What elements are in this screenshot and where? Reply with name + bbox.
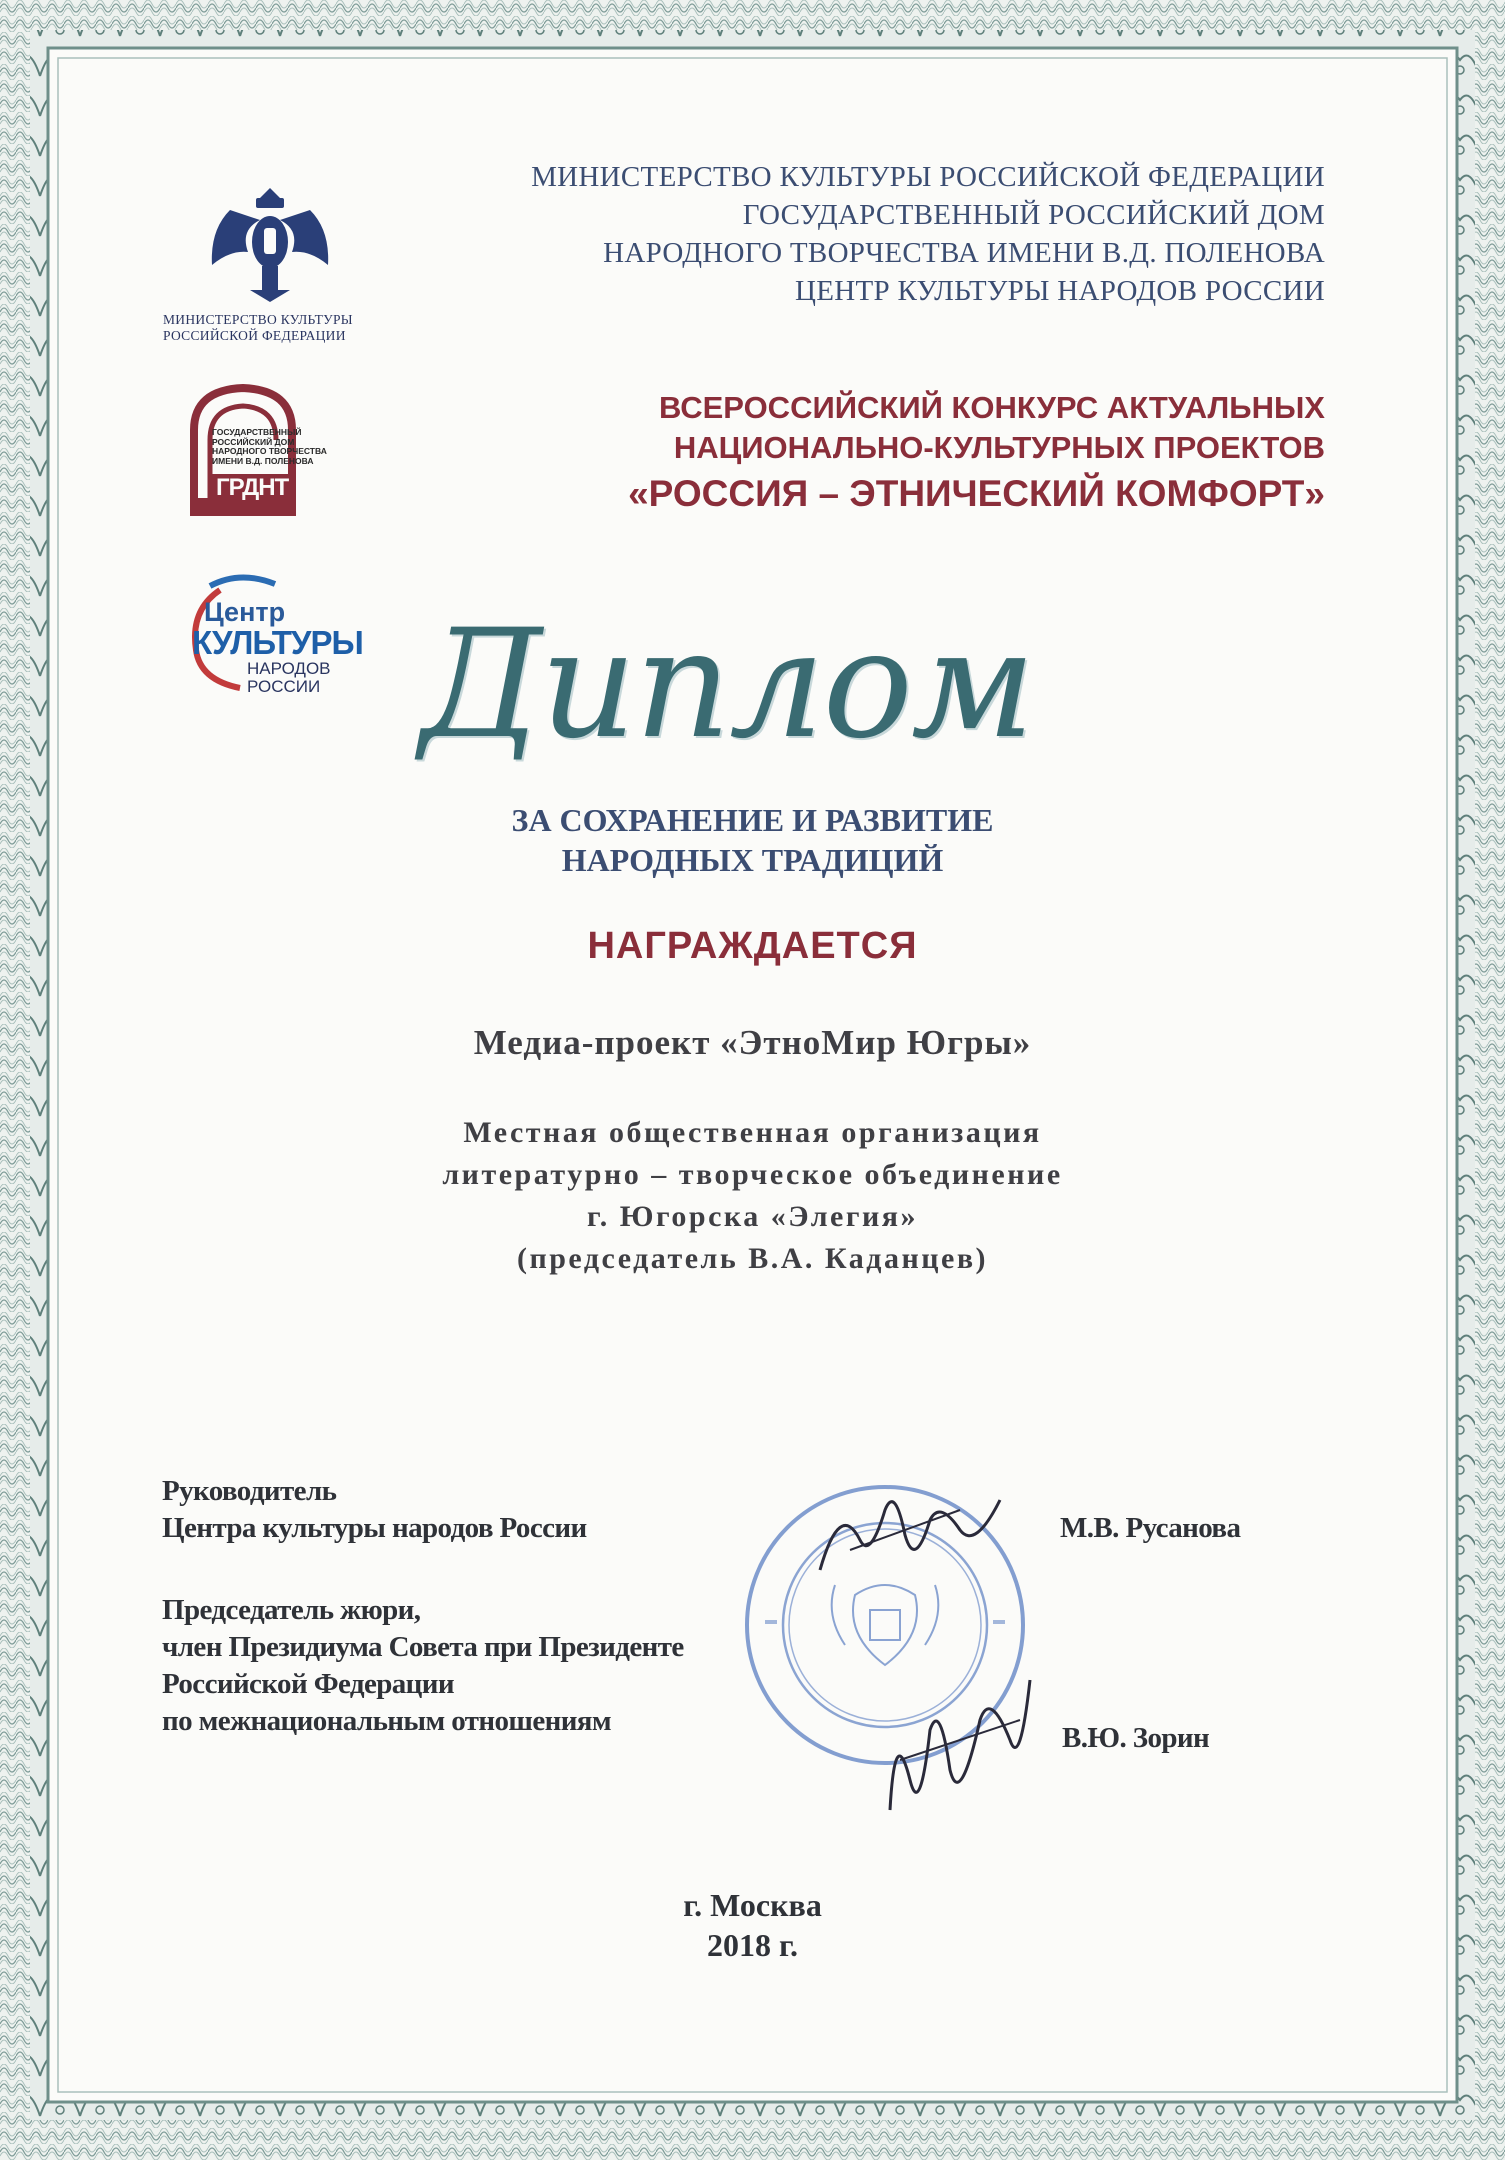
signatory-name: В.Ю. Зорин	[1062, 1722, 1210, 1754]
center-culture-logo-text: Центр КУЛЬТУРЫ НАРОДОВ РОССИИ	[192, 597, 363, 696]
signature-zorin	[870, 1660, 1040, 1840]
contest-line: ВСЕРОССИЙСКИЙ КОНКУРС АКТУАЛЬНЫХ	[659, 390, 1325, 425]
issue-place-date: г. Москва 2018 г.	[683, 1887, 822, 1963]
signatory-role: Председатель жюри, член Президиума Совета при Президенте Российской Федерации по межнациональным отношениям	[162, 1594, 684, 1737]
signatory-name: М.В. Русанова	[1060, 1512, 1241, 1544]
grdnt-logo-mark: ГРДНТ	[212, 474, 292, 502]
issuer-line: ГОСУДАРСТВЕННЫЙ РОССИЙСКИЙ ДОМ	[742, 199, 1325, 231]
contest-name: «РОССИЯ – ЭТНИЧЕСКИЙ КОМФОРТ»	[628, 473, 1325, 514]
contest-line: НАЦИОНАЛЬНО-КУЛЬТУРНЫХ ПРОЕКТОВ	[673, 430, 1325, 465]
recipient-project: Медиа-проект «ЭтноМир Югры»	[473, 1023, 1032, 1062]
issuer-line: МИНИСТЕРСТВО КУЛЬТУРЫ РОССИЙСКОЙ ФЕДЕРАЦИИ	[531, 161, 1325, 193]
ministry-emblem-icon	[200, 170, 340, 310]
grdnt-logo-caption: ГОСУДАРСТВЕННЫЙ РОССИЙСКИЙ ДОМ НАРОДНОГО ТВОРЧЕСТВА ИМЕНИ В.Д. ПОЛЕНОВА	[212, 427, 327, 466]
awarded-label: НАГРАЖДАЕТСЯ	[587, 925, 918, 967]
diploma-title: Диплом	[420, 598, 1034, 772]
issuer-line: НАРОДНОГО ТВОРЧЕСТВА ИМЕНИ В.Д. ПОЛЕНОВА	[603, 237, 1325, 269]
issuer-line: ЦЕНТР КУЛЬТУРЫ НАРОДОВ РОССИИ	[794, 275, 1325, 307]
issuer-header	[425, 158, 1325, 310]
contest-title	[425, 388, 1325, 520]
nomination: ЗА СОХРАНЕНИЕ И РАЗВИТИЕ НАРОДНЫХ ТРАДИЦИЙ	[511, 802, 994, 878]
signature-rusanova	[810, 1480, 1010, 1590]
recipient-organization: Местная общественная организация литературно – творческое объединение г. Югорска «Элегия» (председатель В.А. Каданцев)	[442, 1116, 1063, 1275]
signatory-role: Руководитель Центра культуры народов России	[162, 1475, 587, 1544]
ministry-logo-caption: МИНИСТЕРСТВО КУЛЬТУРЫ РОССИЙСКОЙ ФЕДЕРАЦИИ	[163, 312, 353, 343]
